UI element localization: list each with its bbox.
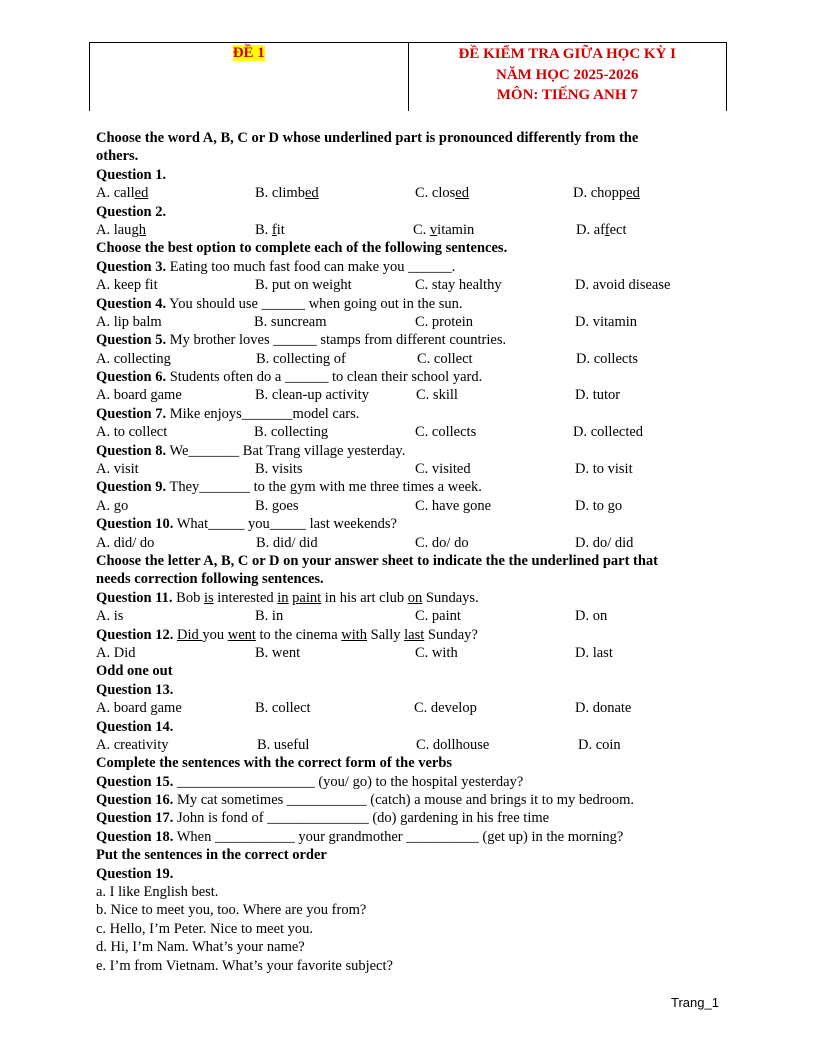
answer-option (415, 644, 458, 662)
question-number: Question 12. (96, 626, 174, 643)
question-line (96, 442, 726, 460)
option-text: C. stay healthy (415, 277, 502, 294)
option-text: B. collect (255, 700, 311, 717)
option-text: C. visited (415, 461, 471, 478)
underlined-part: ed (134, 185, 149, 202)
question-text: My brother loves ______ stamps from different countries. (166, 332, 507, 349)
options-row (96, 423, 726, 441)
answer-option (96, 386, 182, 404)
answer-option (255, 699, 311, 717)
option-text: C. with (415, 644, 458, 661)
answer-option (575, 276, 670, 294)
question-line (96, 681, 726, 699)
underlined-part: ed (304, 185, 319, 202)
question-number: Question 6. (96, 369, 167, 386)
question-text: Students often do a ______ to clean their school yard. (166, 369, 483, 386)
option-text: B. suncream (254, 313, 327, 330)
exam-number-label: ĐỀ 1 (232, 45, 265, 61)
answer-option (415, 607, 461, 625)
underlined-part: ed (455, 185, 469, 202)
question-number: Question 3. (96, 258, 167, 275)
option-text: A. board game (96, 387, 182, 404)
option-text: B. goes (255, 497, 299, 514)
question-text: We_______ Bat Trang village yesterday. (166, 442, 406, 459)
option-text: itamin (437, 221, 475, 238)
question-text: They_______ to the gym with me three times a week. (166, 479, 482, 496)
question-text: Mike enjoys_______model cars. (166, 405, 360, 422)
answer-option (575, 607, 607, 625)
answer-option (255, 276, 352, 294)
underlined-part: gh (131, 221, 146, 238)
underlined-part: f (604, 221, 610, 238)
question-number: Question 8. (96, 442, 167, 459)
answer-option (575, 699, 631, 717)
underlined-word: paint (292, 589, 322, 606)
answer-option (96, 423, 167, 441)
option-text: D. af (576, 221, 605, 238)
option-text: B. useful (257, 736, 310, 753)
question-text: Eating too much fast food can make you ______. (166, 258, 456, 275)
options-row (96, 497, 726, 515)
answer-option (96, 699, 182, 717)
answer-option (575, 460, 633, 478)
option-text: C. paint (415, 608, 461, 625)
option-text: C. develop (414, 700, 477, 717)
underlined-word: last (404, 626, 425, 643)
question-text: John is fond of ______________ (do) gardening in his free time (173, 810, 550, 827)
section-heading: others. (96, 148, 139, 165)
answer-option (415, 497, 491, 515)
option-text: D. chopp (573, 185, 627, 202)
option-text: D. coin (578, 736, 621, 753)
option-text: B. did/ did (256, 534, 318, 551)
answer-option (575, 386, 620, 404)
answer-option (255, 497, 299, 515)
answer-option (257, 736, 309, 754)
answer-option (573, 184, 640, 202)
answer-option (96, 350, 171, 368)
question-line (96, 166, 726, 184)
question-number: Question 11. (96, 589, 173, 606)
option-text: A. did/ do (96, 534, 155, 551)
underlined-word: Did (176, 626, 203, 643)
options-row (96, 313, 726, 331)
answer-option (575, 313, 637, 331)
question-text: interested (213, 589, 278, 606)
option-text: D. collected (573, 424, 644, 441)
answer-option (415, 534, 469, 552)
question-text: to the cinema (255, 626, 342, 643)
option-text: B. collecting of (256, 350, 346, 367)
question-text: Sally (367, 626, 405, 643)
question-line (96, 405, 726, 423)
option-text: B. collecting (254, 424, 329, 441)
section-heading: needs correction following sentences. (96, 571, 324, 588)
question-line (96, 773, 726, 791)
page-number: Trang_1 (671, 995, 719, 1010)
exam-title-line1: ĐỀ KIỂM TRA GIỮA HỌC KỲ I (458, 46, 677, 62)
answer-option (96, 607, 123, 625)
option-text: D. do/ did (575, 534, 634, 551)
question-number: Question 5. (96, 332, 167, 349)
question-number: Question 16. (96, 792, 174, 809)
answer-option (96, 276, 158, 294)
option-text: ect (609, 221, 627, 238)
answer-option (415, 276, 502, 294)
question-number: Question 13. (96, 681, 174, 698)
question-line (96, 295, 726, 313)
option-text: B. in (255, 608, 284, 625)
answer-option (96, 644, 135, 662)
section-heading: Choose the word A, B, C or D whose underlined part is pronounced differently from the (96, 130, 639, 146)
option-text: C. do/ do (415, 534, 469, 551)
underlined-part: f (271, 221, 277, 238)
underlined-word: is (203, 589, 214, 606)
exam-content (96, 129, 726, 975)
answer-option (96, 221, 146, 239)
answer-option (416, 736, 489, 754)
option-text: A. lip balm (96, 313, 162, 330)
option-text: D. vitamin (575, 313, 638, 330)
option-text: B. (255, 221, 272, 238)
answer-option (256, 350, 346, 368)
question-line (96, 718, 726, 736)
section-heading: Odd one out (96, 663, 173, 680)
question-number: Question 17. (96, 810, 174, 827)
question-number: Question 9. (96, 479, 167, 496)
option-text: B. clean-up activity (255, 387, 369, 404)
question-text: When ___________ your grandmother __________ (get up) in the morning? (173, 828, 624, 845)
option-text: D. avoid disease (575, 277, 671, 294)
ordering-sentence: b. Nice to meet you, too. Where are you from? (96, 902, 367, 919)
answer-option (575, 534, 633, 552)
ordering-sentence: c. Hello, I’m Peter. Nice to meet you. (96, 920, 314, 937)
option-text: C. collect (417, 350, 473, 367)
options-row (96, 460, 726, 478)
question-number: Question 7. (96, 405, 167, 422)
options-row (96, 644, 726, 662)
answer-option (415, 423, 476, 441)
answer-option (578, 736, 621, 754)
options-row (96, 350, 726, 368)
answer-option (256, 534, 318, 552)
question-text: Sunday? (424, 626, 478, 643)
option-text: D. donate (575, 700, 632, 717)
options-row (96, 736, 726, 754)
options-row (96, 386, 726, 404)
answer-option (413, 221, 474, 239)
option-text: C. dollhouse (416, 736, 490, 753)
question-number: Question 18. (96, 828, 174, 845)
question-number: Question 10. (96, 516, 174, 533)
question-text: you (202, 626, 228, 643)
option-text: D. last (575, 644, 613, 661)
answer-option (576, 350, 638, 368)
ordering-sentence: d. Hi, I’m Nam. What’s your name? (96, 939, 305, 956)
option-text: D. to visit (575, 461, 633, 478)
exam-header-table (89, 42, 727, 111)
question-number: Question 14. (96, 718, 174, 735)
answer-option (255, 184, 319, 202)
answer-option (96, 313, 162, 331)
option-text: A. collecting (96, 350, 171, 367)
ordering-sentence: a. I like English best. (96, 884, 219, 901)
question-line (96, 589, 726, 607)
answer-option (96, 184, 148, 202)
option-text: A. creativity (96, 736, 169, 753)
section-heading: Put the sentences in the correct order (96, 847, 327, 864)
option-text: C. have gone (415, 497, 492, 514)
question-text: Sundays. (422, 589, 479, 606)
options-row (96, 184, 726, 202)
option-text: D. to go (575, 497, 623, 514)
answer-option (575, 497, 622, 515)
exam-title (409, 43, 727, 106)
option-text: D. collects (576, 350, 639, 367)
answer-option (96, 460, 139, 478)
underlined-part: v (429, 221, 438, 238)
underlined-word: on (407, 589, 423, 606)
option-text: A. visit (96, 461, 139, 478)
option-text: B. put on weight (255, 277, 352, 294)
option-text: D. tutor (575, 387, 621, 404)
answer-option (96, 497, 128, 515)
answer-option (254, 313, 326, 331)
answer-option (416, 386, 458, 404)
section-heading: Choose the best option to complete each of the following sentences. (96, 240, 508, 257)
options-row (96, 276, 726, 294)
options-row (96, 607, 726, 625)
question-line (96, 791, 726, 809)
question-line (96, 331, 726, 349)
option-text: A. is (96, 608, 124, 625)
options-row (96, 534, 726, 552)
answer-option (255, 221, 285, 239)
answer-option (415, 184, 469, 202)
answer-option (254, 423, 328, 441)
answer-option (576, 221, 626, 239)
option-text: B. went (255, 644, 301, 661)
question-text: My cat sometimes ___________ (catch) a mouse and brings it to my bedroom. (173, 792, 635, 809)
question-text: What_____ you_____ last weekends? (173, 516, 397, 533)
answer-option (575, 644, 613, 662)
option-text: C. collects (415, 424, 477, 441)
question-number: Question 1. (96, 166, 167, 183)
answer-option (255, 460, 303, 478)
answer-option (96, 736, 168, 754)
option-text: A. lau (96, 221, 132, 238)
options-row (96, 221, 726, 239)
question-text: Bob (172, 589, 204, 606)
answer-option (255, 386, 369, 404)
option-text: A. keep fit (96, 277, 158, 294)
question-line (96, 478, 726, 496)
underlined-part: ed (626, 185, 640, 202)
question-line (96, 809, 726, 827)
question-text: in his art club (321, 589, 408, 606)
underlined-word: in (277, 589, 289, 606)
question-line (96, 258, 726, 276)
exam-school-year: NĂM HỌC 2025-2026 (496, 66, 639, 83)
question-line (96, 626, 726, 644)
option-text: A. Did (96, 644, 136, 661)
option-text: C. protein (415, 313, 473, 330)
option-text: A. board game (96, 700, 182, 717)
options-row (96, 699, 726, 717)
option-text: it (276, 221, 285, 238)
header-left-cell (89, 43, 409, 111)
question-text: ___________________ (you/ go) to the hospital yesterday? (173, 773, 524, 790)
question-number: Question 19. (96, 865, 174, 882)
question-line (96, 828, 726, 846)
question-line (96, 515, 726, 533)
option-text: C. clos (415, 185, 456, 202)
question-line (96, 865, 726, 883)
ordering-sentence: e. I’m from Vietnam. What’s your favorite subject? (96, 957, 393, 974)
question-number: Question 2. (96, 203, 167, 220)
option-text: D. on (575, 608, 608, 625)
question-number: Question 4. (96, 295, 167, 312)
underlined-word: with (341, 626, 368, 643)
answer-option (415, 460, 471, 478)
exam-number (90, 45, 408, 62)
answer-option (96, 534, 154, 552)
option-text: A. call (96, 185, 135, 202)
option-text: A. go (96, 497, 129, 514)
answer-option (415, 313, 473, 331)
answer-option (255, 644, 300, 662)
answer-option (573, 423, 643, 441)
question-line (96, 203, 726, 221)
question-line (96, 368, 726, 386)
exam-subject: MÔN: TIẾNG ANH 7 (496, 87, 638, 103)
option-text: C. skill (416, 387, 458, 404)
answer-option (255, 607, 283, 625)
answer-option (414, 699, 477, 717)
header-right-cell (409, 43, 728, 111)
answer-option (417, 350, 473, 368)
option-text: C. (413, 221, 430, 238)
question-text: You should use ______ when going out in the sun. (166, 295, 463, 312)
section-heading: Choose the letter A, B, C or D on your answer sheet to indicate the the underlined part that (96, 552, 658, 569)
option-text: A. to collect (96, 424, 168, 441)
option-text: B. climb (255, 185, 305, 202)
underlined-word: went (227, 626, 256, 643)
section-heading: Complete the sentences with the correct form of the verbs (96, 755, 453, 772)
option-text: B. visits (255, 461, 303, 478)
question-number: Question 15. (96, 773, 174, 790)
